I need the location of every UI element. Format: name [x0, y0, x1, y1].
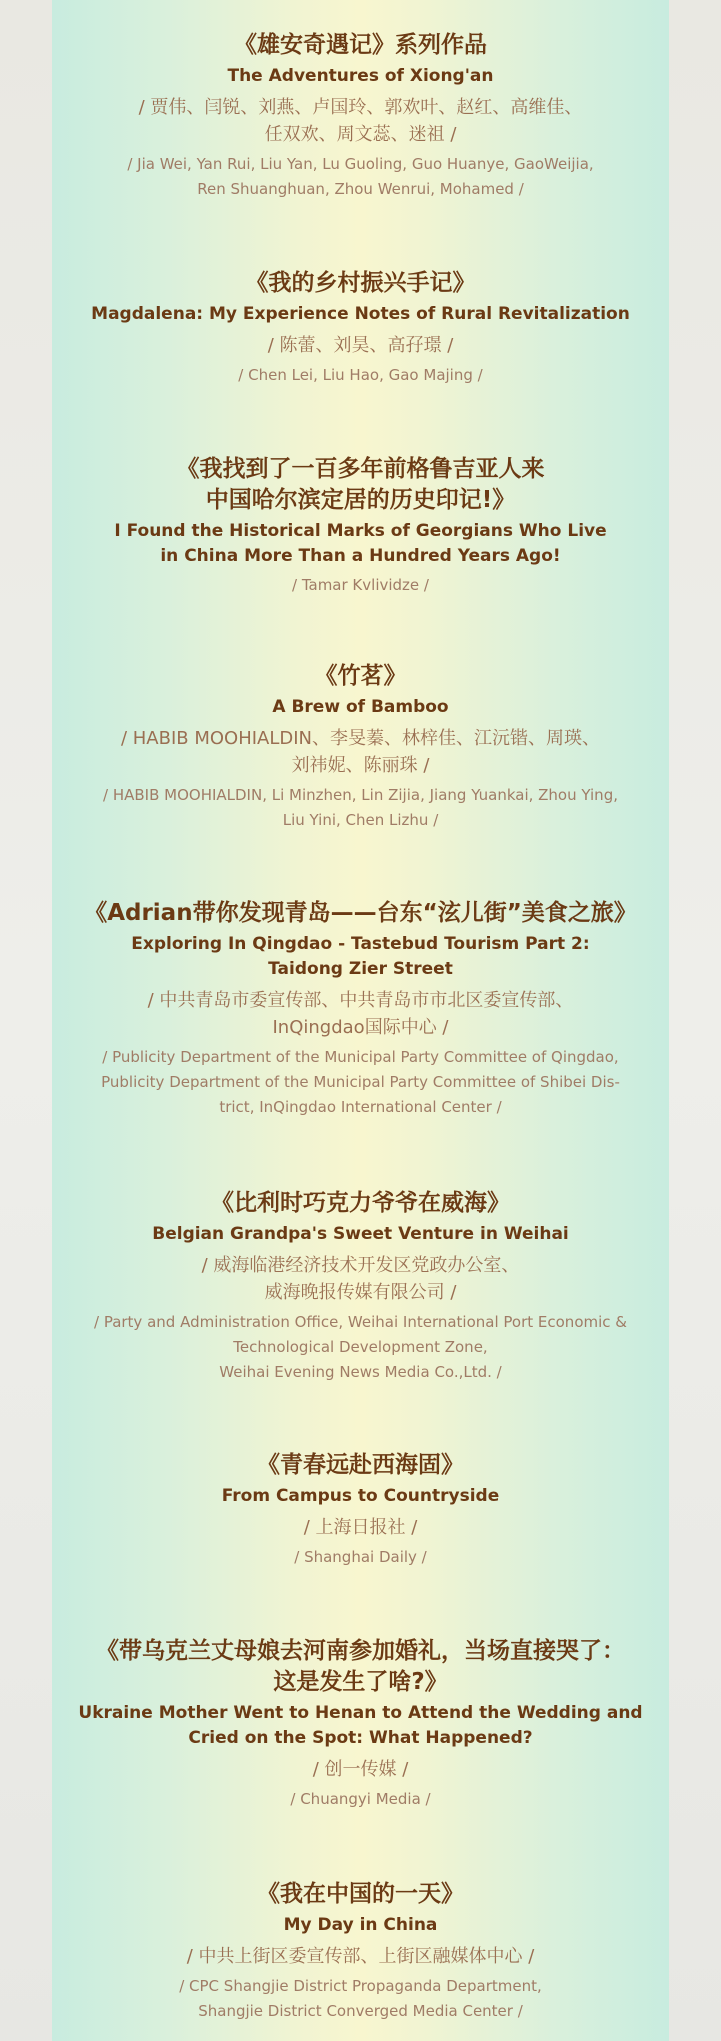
authors-zh: / 陈蕾、刘昊、高孖璟 / — [267, 335, 454, 356]
work-entry-7 — [52, 1450, 669, 1570]
work-title-zh: 《雄安奇遇记》系列作品 — [234, 32, 487, 58]
work-entry-5 — [52, 898, 669, 1120]
authors-en: / HABIB MOOHIALDIN, Li Minzhen, Lin Zijia, Jiang Yuankai, Zhou Ying, Liu Yini, Chen Lizhu / — [103, 786, 618, 829]
work-title-zh: 《我的乡村振兴手记》 — [245, 270, 476, 296]
work-title-en: Ukraine Mother Went to Henan to Attend the Wedding and Cried on the Spot: What Happened? — [78, 1703, 643, 1748]
authors-zh: / 贾伟、闫锐、刘燕、卢国玲、郭欢叶、赵红、高维佳、 任双欢、周文蕊、迷祖 / — [138, 97, 583, 145]
work-title-en: My Day in China — [283, 1915, 438, 1935]
work-title-en: From Campus to Countryside — [221, 1486, 500, 1506]
authors-en: / CPC Shangjie District Propaganda Department, Shangjie District Converged Media Center / — [179, 1977, 542, 2020]
authors-zh: / 威海临港经济技术开发区党政办公室、 威海晚报传媒有限公司 / — [201, 1255, 520, 1303]
authors-en: / Publicity Department of the Municipal Party Committee of Qingdao, Publicity Department of the Municipal Party Committee of Shibei Dis- trict, InQingdao International Center / — [101, 1048, 620, 1116]
work-entry-8 — [52, 1636, 669, 1812]
work-title-zh: 《比利时巧克力爷爷在威海》 — [211, 1190, 510, 1216]
authors-en: / Chuangyi Media / — [290, 1790, 431, 1808]
authors-en: / Shanghai Daily / — [294, 1548, 427, 1566]
work-entry-1 — [52, 30, 669, 202]
authors-en: / Party and Administration Office, Weihai International Port Economic & Technological Development Zone, Weihai Evening News Media Co.,Ltd. / — [94, 1313, 627, 1381]
work-title-en: A Brew of Bamboo — [272, 697, 449, 717]
work-entry-4 — [52, 661, 669, 833]
work-title-zh: 《带乌克兰丈母娘去河南参加婚礼，当场直接哭了： 这是发生了啥?》 — [96, 1638, 625, 1695]
authors-zh: / HABIB MOOHIALDIN、李旻蓁、林梓佳、江沅锴、周瑛、 刘祎妮、陈丽珠 / — [120, 728, 601, 776]
authors-zh: / 中共上街区委宣传部、上街区融媒体中心 / — [186, 1946, 535, 1967]
work-title-en: I Found the Historical Marks of Georgians Who Live in China More Than a Hundred Years Ago! — [114, 521, 607, 566]
work-title-zh: 《我在中国的一天》 — [257, 1881, 464, 1907]
work-entry-2 — [52, 268, 669, 388]
work-entry-9 — [52, 1879, 669, 2024]
work-title-zh: 《我找到了一百多年前格鲁吉亚人来 中国哈尔滨定居的历史印记!》 — [176, 456, 545, 513]
work-title-zh: 《Adrian带你发现青岛——台东“泫儿街”美食之旅》 — [84, 900, 637, 926]
work-title-zh: 《竹茗》 — [314, 663, 407, 689]
work-entry-3 — [52, 454, 669, 598]
work-title-en: Exploring In Qingdao - Tastebud Tourism Part 2: Taidong Zier Street — [131, 934, 590, 979]
authors-en: / Jia Wei, Yan Rui, Liu Yan, Lu Guoling, Guo Huanye, GaoWeijia, Ren Shuanghuan, Zhou Wenrui, Mohamed / — [127, 155, 594, 198]
work-title-en: Belgian Grandpa's Sweet Venture in Weihai — [152, 1224, 569, 1244]
authors-zh: / 上海日报社 / — [303, 1517, 418, 1538]
authors-en: / Tamar Kvlividze / — [292, 576, 429, 594]
authors-zh: / 中共青岛市委宣传部、中共青岛市市北区委宣传部、 InQingdao国际中心 / — [147, 990, 574, 1038]
work-title-en: Magdalena: My Experience Notes of Rural Revitalization — [91, 304, 630, 324]
work-entry-6 — [52, 1188, 669, 1385]
authors-zh: / 创一传媒 / — [312, 1759, 409, 1780]
authors-en: / Chen Lei, Liu Hao, Gao Majing / — [238, 366, 483, 384]
work-title-zh: 《青春远赴西海固》 — [257, 1452, 464, 1478]
work-title-en: The Adventures of Xiong'an — [227, 66, 494, 86]
